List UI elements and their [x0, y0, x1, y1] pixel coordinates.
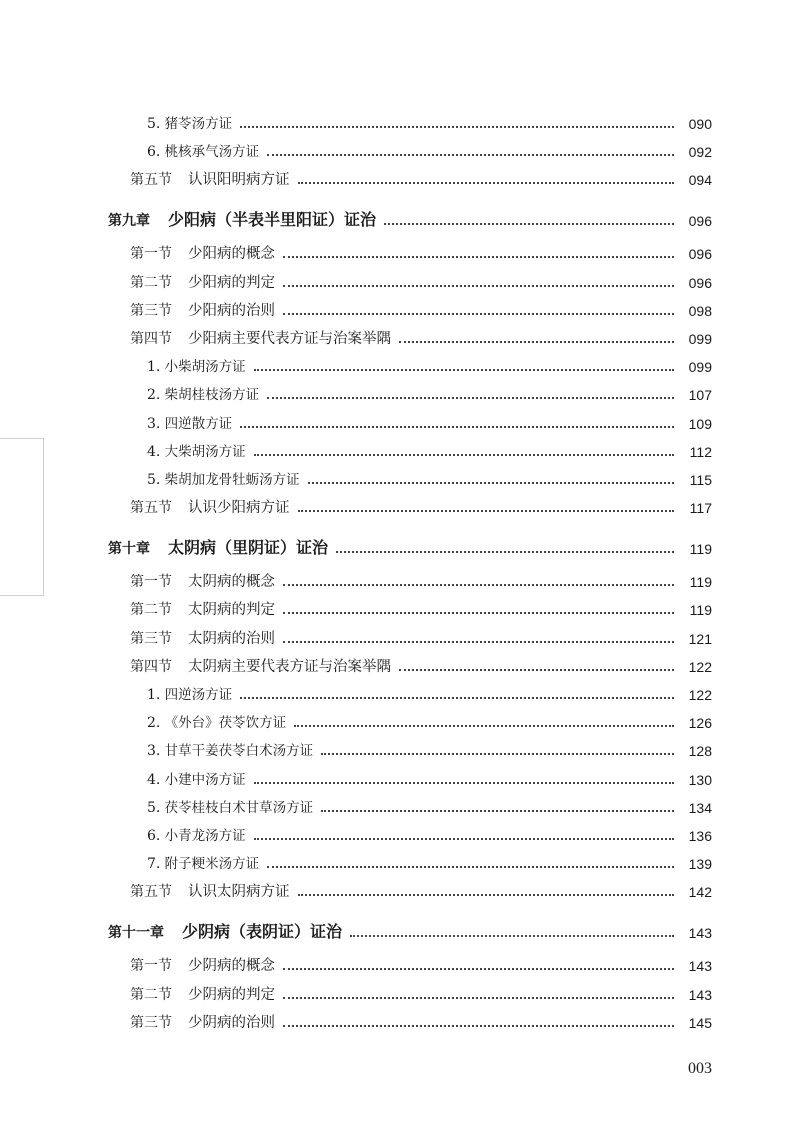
toc-page-number: 099: [688, 331, 712, 347]
toc-page-number: 096: [688, 274, 712, 291]
toc-entry-number: 7.: [147, 856, 161, 873]
toc-dot-leader: [267, 866, 674, 868]
toc-dot-leader: [399, 341, 674, 343]
toc-entry-label: [147, 385, 259, 405]
toc-dot-leader: [283, 968, 674, 970]
toc-page-number: 099: [688, 359, 712, 376]
toc-entry-number: 第一节: [130, 574, 172, 591]
toc-dot-leader: [308, 482, 674, 484]
toc-page-number: 126: [688, 715, 712, 732]
toc-subsection-row[interactable]: [0, 110, 800, 134]
toc-dot-leader: [254, 369, 674, 371]
toc-dot-leader: [283, 1025, 674, 1027]
toc-dot-leader: [240, 426, 674, 428]
toc-page-number: 121: [688, 630, 712, 647]
toc-dot-leader: [298, 510, 675, 512]
toc-dot-leader: [321, 810, 674, 812]
toc-section-row[interactable]: [0, 653, 800, 677]
toc-chapter-row[interactable]: [0, 204, 800, 232]
toc-entry-label: [130, 301, 275, 321]
toc-entry-number: 第十一章: [108, 925, 164, 942]
toc-section-row[interactable]: [0, 568, 800, 592]
toc-entry-title: 大柴胡汤方证: [164, 443, 246, 460]
toc-entry-number: 4.: [147, 771, 161, 788]
toc-page-number: 136: [688, 828, 712, 844]
toc-page-number: 119: [689, 574, 712, 591]
toc-entry-label: [147, 770, 246, 790]
toc-section-row[interactable]: [0, 325, 800, 349]
toc-entry-label: [130, 498, 290, 518]
toc-entry-label: [130, 657, 391, 677]
toc-entry-label: [147, 685, 232, 705]
toc-entry-number: 3.: [147, 743, 161, 760]
toc-subsection-row[interactable]: [0, 766, 800, 790]
toc-entry-label: [130, 600, 275, 620]
toc-entry-title: 太阴病主要代表方证与治案举隅: [188, 658, 391, 675]
toc-subsection-row[interactable]: [0, 466, 800, 490]
toc-entry-label: [147, 114, 232, 134]
toc-entry-number: 第五节: [130, 884, 172, 901]
toc-dot-leader: [254, 454, 674, 456]
toc-page-number: 134: [688, 799, 712, 816]
toc-entry-number: 6.: [147, 144, 161, 161]
toc-dot-leader: [298, 182, 675, 184]
toc-section-row[interactable]: [0, 494, 800, 518]
toc-dot-leader: [240, 697, 674, 699]
toc-entry-number: 6.: [147, 828, 161, 844]
toc-page-number: 119: [689, 541, 712, 558]
toc-subsection-row[interactable]: [0, 737, 800, 761]
toc-entry-number: 3.: [147, 415, 161, 432]
toc-entry-title: 认识太阴病方证: [188, 884, 290, 901]
toc-section-row[interactable]: [0, 240, 800, 264]
toc-entry-title: 小柴胡汤方证: [164, 359, 246, 376]
toc-subsection-row[interactable]: [0, 681, 800, 705]
toc-entry-title: 太阴病的判定: [188, 602, 275, 619]
toc-page-number: 143: [688, 925, 712, 942]
toc-entry-number: 2.: [147, 715, 161, 732]
toc-page-number: 122: [688, 687, 712, 703]
toc-page-number: 130: [688, 771, 712, 788]
toc-page-number: 107: [688, 387, 712, 404]
toc-page-number: 143: [688, 958, 712, 975]
toc-page-number: 128: [688, 743, 712, 760]
toc-subsection-row[interactable]: [0, 410, 800, 434]
toc-entry-title: 少阴病的治则: [188, 1014, 275, 1031]
toc-chapter-row[interactable]: [0, 916, 800, 944]
toc-dot-leader: [298, 894, 675, 896]
toc-entry-label: [130, 629, 275, 649]
toc-entry-title: 少阳病的概念: [188, 246, 275, 263]
toc-page-number: 143: [688, 986, 712, 1003]
toc-entry-number: 5.: [147, 116, 161, 132]
toc-entry-title: 茯苓桂枝白术甘草汤方证: [164, 799, 314, 816]
toc-subsection-row[interactable]: [0, 353, 800, 377]
toc-entry-number: 第二节: [130, 602, 172, 619]
toc-entry-number: 4.: [147, 443, 161, 460]
toc-entry-label: [130, 985, 275, 1005]
toc-subsection-row[interactable]: [0, 138, 800, 162]
toc-dot-leader: [384, 223, 674, 225]
toc-entry-title: 甘草干姜茯苓白术汤方证: [164, 743, 314, 760]
toc-entry-title: 太阴病（里阴证）证治: [168, 538, 329, 558]
toc-entry-label: [130, 882, 290, 902]
toc-dot-leader: [283, 584, 674, 586]
toc-section-row[interactable]: [0, 596, 800, 620]
toc-entry-title: 少阳病主要代表方证与治案举隅: [188, 331, 391, 347]
toc-dot-leader: [321, 753, 674, 755]
toc-entry-title: 《外台》茯苓饮方证: [164, 715, 287, 732]
toc-entry-title: 附子粳米汤方证: [164, 856, 260, 873]
toc-page-number: 096: [688, 213, 712, 230]
toc-section-row[interactable]: [0, 952, 800, 976]
toc-entry-number: 第二节: [130, 986, 172, 1003]
toc-subsection-row[interactable]: [0, 822, 800, 846]
toc-entry-number: 5.: [147, 799, 161, 816]
toc-entry-title: 柴胡加龙骨牡蛎汤方证: [164, 472, 300, 488]
toc-dot-leader: [283, 612, 674, 614]
toc-page-number: 096: [688, 246, 712, 263]
toc-page-number: 142: [688, 884, 712, 901]
toc-entry-title: 认识阳明病方证: [188, 172, 290, 189]
toc-dot-leader: [283, 997, 674, 999]
toc-section-row[interactable]: [0, 297, 800, 321]
toc-dot-leader: [399, 669, 674, 671]
toc-section-row[interactable]: [0, 166, 800, 190]
toc-chapter-row[interactable]: [0, 532, 800, 560]
toc-entry-number: 第二节: [130, 274, 172, 291]
toc-entry-title: 少阳病的判定: [188, 274, 275, 291]
toc-subsection-row[interactable]: [0, 794, 800, 818]
toc-entry-label: [108, 921, 342, 944]
toc-entry-title: 少阴病的判定: [188, 986, 275, 1003]
toc-entry-title: 小建中汤方证: [164, 771, 246, 788]
toc-entry-label: [108, 209, 376, 232]
toc-subsection-row[interactable]: [0, 850, 800, 874]
toc-page-number: 122: [688, 658, 712, 675]
page-number: 003: [688, 1060, 712, 1077]
toc-page-number: 112: [689, 443, 712, 460]
toc-page-number: 145: [688, 1014, 712, 1031]
toc-entry-label: [130, 1013, 275, 1033]
toc-entry-title: 四逆汤方证: [164, 687, 233, 703]
toc-entry-label: [147, 798, 313, 818]
toc-subsection-row[interactable]: [0, 381, 800, 405]
toc-page-number: 119: [689, 602, 712, 619]
toc-entry-label: [130, 244, 275, 264]
toc-entry-title: 少阴病的概念: [188, 958, 275, 975]
toc-subsection-row[interactable]: [0, 438, 800, 462]
toc-dot-leader: [283, 285, 674, 287]
toc-dot-leader: [283, 641, 674, 643]
toc-section-row[interactable]: [0, 269, 800, 293]
toc-page-number: 092: [688, 144, 712, 161]
toc-page-number: 109: [688, 415, 712, 432]
toc-entry-number: 第十章: [108, 541, 150, 558]
toc-dot-leader: [267, 397, 674, 399]
toc-entry-number: 第五节: [130, 500, 172, 517]
toc-entry-label: [130, 170, 290, 190]
toc-section-row[interactable]: [0, 1009, 800, 1033]
toc-dot-leader: [240, 126, 674, 128]
toc-entry-number: 5.: [147, 472, 161, 488]
toc-dot-leader: [294, 725, 674, 727]
toc-entry-label: [147, 713, 286, 733]
toc-dot-leader: [336, 551, 674, 553]
toc-entry-label: [130, 329, 391, 349]
toc-subsection-row[interactable]: [0, 709, 800, 733]
toc-entry-label: [147, 854, 259, 874]
toc-entry-title: 桃核承气汤方证: [164, 144, 260, 161]
toc-entry-label: [147, 741, 313, 761]
toc-entry-label: [147, 142, 259, 162]
toc-entry-title: 少阳病的治则: [188, 302, 275, 319]
toc-entry-title: 太阴病的概念: [188, 574, 275, 591]
toc-entry-label: [147, 442, 246, 462]
toc-dot-leader: [254, 838, 674, 840]
toc-entry-number: 第九章: [108, 213, 150, 230]
toc-entry-label: [108, 537, 328, 560]
toc-entry-title: 柴胡桂枝汤方证: [164, 387, 260, 404]
toc-entry-label: [130, 273, 275, 293]
toc-entry-title: 小青龙汤方证: [164, 828, 246, 844]
toc-page-number: 090: [688, 116, 712, 132]
toc-entry-title: 太阴病的治则: [188, 630, 275, 647]
toc-dot-leader: [254, 782, 674, 784]
toc-page-number: 139: [688, 856, 712, 873]
toc-page-number: 115: [689, 472, 712, 488]
toc-page-number: 094: [688, 172, 712, 189]
toc-entry-label: [130, 956, 275, 976]
toc-entry-number: 第一节: [130, 246, 172, 263]
toc-entry-label: [130, 572, 275, 592]
toc-entry-number: 第四节: [130, 331, 172, 347]
toc-entry-number: 第一节: [130, 958, 172, 975]
toc-dot-leader: [267, 154, 674, 156]
toc-page-number: 098: [688, 302, 712, 319]
toc-section-row[interactable]: [0, 625, 800, 649]
toc-entry-label: [147, 414, 232, 434]
toc-dot-leader: [283, 256, 674, 258]
toc-entry-number: 1.: [147, 687, 161, 703]
toc-entry-title: 四逆散方证: [164, 415, 233, 432]
toc-entry-title: 猪苓汤方证: [164, 116, 233, 132]
toc-entry-number: 第三节: [130, 1014, 172, 1031]
toc-entry-number: 1.: [147, 359, 161, 376]
toc-entry-title: 认识少阳病方证: [188, 500, 290, 517]
toc-entry-title: 少阴病（表阴证）证治: [182, 922, 343, 942]
toc-entry-label: [147, 357, 246, 377]
toc-entry-label: [147, 470, 300, 490]
toc-dot-leader: [283, 313, 674, 315]
toc-entry-number: 第三节: [130, 630, 172, 647]
toc-entry-number: 第四节: [130, 658, 172, 675]
toc-entry-number: 第三节: [130, 302, 172, 319]
toc-page-number: 117: [689, 500, 712, 517]
toc-section-row[interactable]: [0, 878, 800, 902]
toc-entry-title: 少阳病（半表半里阳证）证治: [168, 210, 377, 230]
toc-entry-label: [147, 826, 246, 846]
toc-section-row[interactable]: [0, 981, 800, 1005]
toc-entry-number: 2.: [147, 387, 161, 404]
toc-dot-leader: [350, 935, 674, 937]
toc-entry-number: 第五节: [130, 172, 172, 189]
